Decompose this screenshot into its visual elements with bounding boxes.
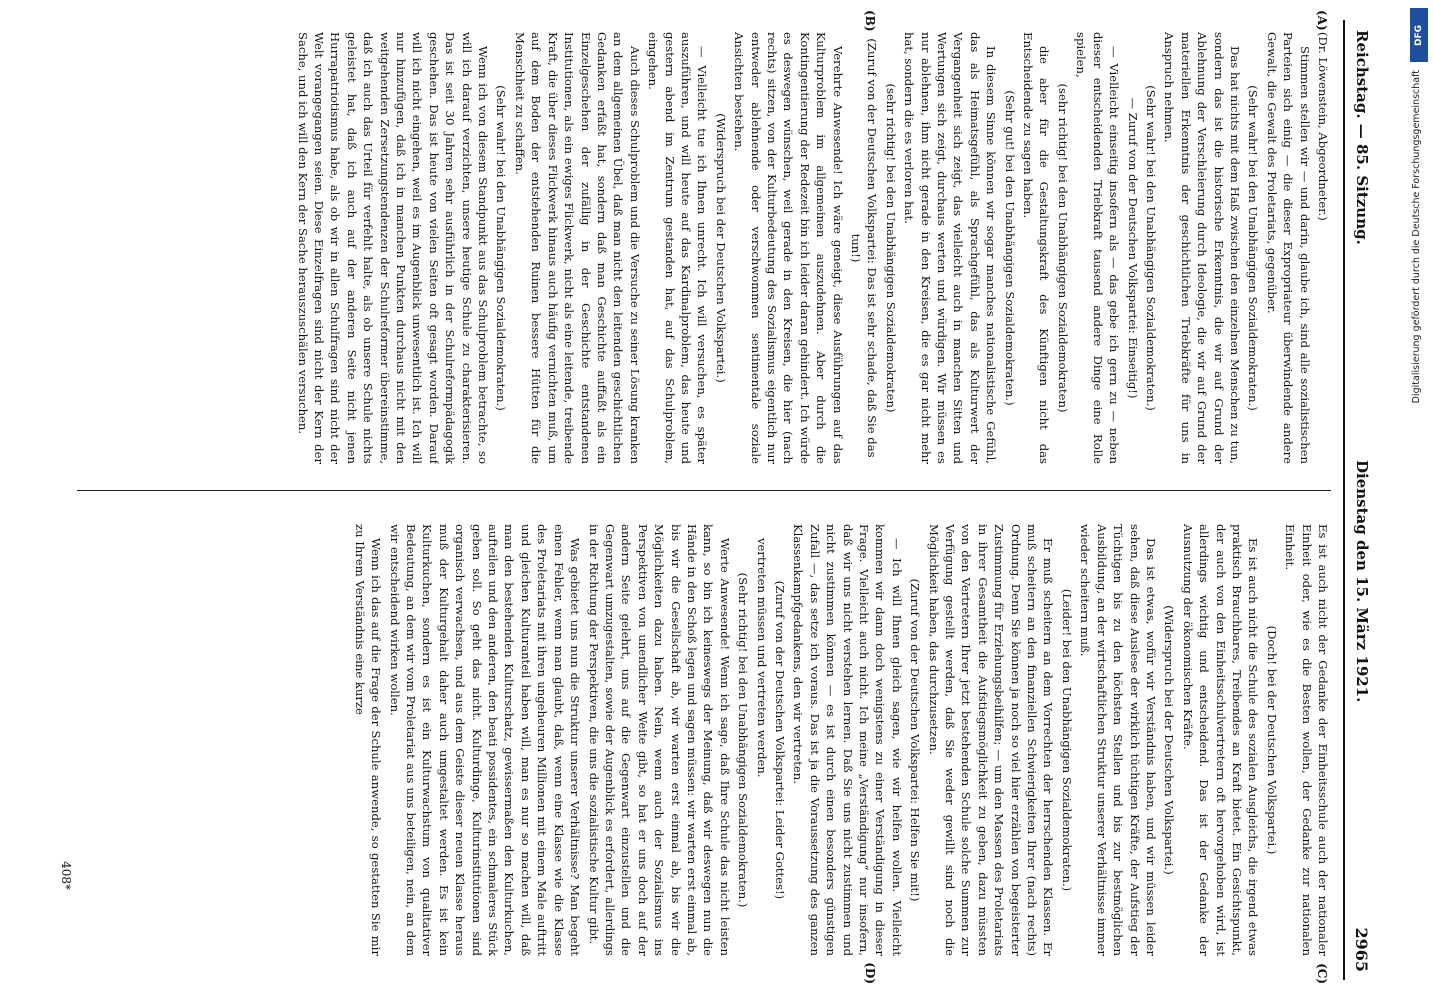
page-footer-signature: 408* [59,861,73,890]
column1-paragraph: die aber für die Gestaltungskraft des Künftigen nicht das Entscheidende zu sagen haben. [1021,32,1052,464]
column-left [67,32,1331,464]
column1-paragraph: Auch dieses Schulproblem und die Versuche zu seiner Lösung kranken an dem allgemeinen Übel, daß man nicht den leitenden geschichtlichen Gedanken erfaßt hat, sondern daß man Geschichte auffaßt als ein Einzelgeschehen der zufällig in der Geschichte entstandenen Institutionen, als ein ewiges Flickwerk, nicht als eine leitende, treibende Kraft, die über dieses Flickwerk hinaus auch häufig vernichten muß, um auf dem Boden der entstehenden Ruinen bessere Hütten für die Menschheit zu schaffen. [512,32,642,464]
column1-paragraph: (Dr. Löwenstein, Abgeordneter.) [1316,32,1330,221]
column1-paragraph: (Sehr gut! bei den Unabhängigen Sozialdemokraten.) [1002,90,1017,406]
column2-paragraph: (Widerspruch bei der Deutschen Volkspartei.) [1162,605,1177,875]
column2-paragraph: Das ist etwas, wofür wir Verständnis haben, und wir müssen leider sehen, daß diese Auslese der wirklich tüchtigen Kräfte, der Aufstieg der Tüchtigen bis zu den höchsten Stellen und bis zur bestmöglichen Ausbildung, an der wirtschaftlichen Struktur unserer Verhältnisse immer wieder scheitern muß. [1078,524,1158,956]
header-session: Reichstag. — 85. Sitzung. [1353,30,1371,245]
column2-paragraph: Wenn ich das auf die Frage der Schule anwende, so gestatten Sie mir zu Ihrem Verständnis eine kurze [352,524,384,956]
column2-paragraph: (Zuruf von der Deutschen Volkspartei: Leider Gottes!) [773,580,787,900]
column1-paragraph: (Widerspruch bei der Deutschen Volkspartei.) [713,113,728,383]
column1-paragraph: Verehrte Anwesende! Ich wäre geneigt, diese Ausführungen auf das Kulturproblem im allgemeinen auszudehnen. Aber durch die Kontingentierung der Redezeit bin ich leider daran gehindert. Ich würde es deswegen wünschen, weil gerade in den Kreisen, die hier (nach rechts) sitzen, von der Kulturbedeutung des Sozialismus eigentlich nur entweder ablehnende oder verschwommen sentimentale soziale Ansichten bestehen. [732,32,845,464]
column2-paragraph: (Leider! bei den Unabhängigen Sozialdemokraten.) [1059,588,1074,892]
dfg-sidebar [1408,8,1430,998]
column2-paragraph: vertreten müssen und vertreten werden. [754,538,769,778]
column2-paragraph: Er muß scheitern an dem Vorrechten der herrschenden Klassen. Er muß scheitern an den finanziellen Schwierigkeiten Ihrer (nach rechts) Ordnung. Denn Sie können ja noch so viel hier erzählen von begeisterter Zustimmung für Erziehungsbeihilfen; — um den Massen des Proletariats in ihrer Gesamtheit die Aufstiegsmöglichkeit zu geben, dazu müssten von den Vertretern Ihrer jetzt bestehenden Schule solche Summen zur Verfügung gestellt werden, daß Sie weder gewillt sind noch die Möglichkeit haben, das durchzusetzen. [926,524,1056,956]
column1-paragraph: Das hat nichts mit dem Haß zwischen den einzelnen Menschen zu tun, sondern das ist die historische Erkenntnis, die wir auf Grund der Ablehnung der Verschleierung durch Ideologie, die wir auf Grund der materiellen Erkenntnis der geschichtlichen Triebkräfte für uns in Anspruch nehmen. [1162,32,1242,464]
column2-paragraph: Es ist auch nicht der Gedanke der Einheitsschule auch der nationaler Einheit oder, wie es die Besten wollen, der Gedanke zur nationalen Einheit. [1283,524,1330,956]
column2-paragraph: Werte Anwesende! Wenn ich sage, daß Ihre Schule das nicht leisten kann, so bin ich keineswegs der Meinung, daß wir deswegen nun die Hände in den Schoß legen und sagen müssen: wir warten erst einmal ab, bis wir die Gesellschaft ab, wir warten erst einmal ab, bis wir die Möglichkeiten dazu haben. Nein, wenn auch der Sozialismus ins Perspektiven von unendlicher Weite gibt, so hat er uns doch auf der andern Seite gelehrt, uns auf die Gegenwart einzustellen und die Gegenwart umzugestalten, sowie der Augenblick es erfordert, allerdings in der Richtung der Perspektiven, die uns die sozialistische Kultur gibt. [586,524,732,956]
column2-paragraph: Es ist auch nicht die Schule des sozialen Ausgleichs, die irgend etwas praktisch Brauchbares, Treibendes an Kraft bietet. Ein Gesichtspunkt, der auch von den Einheitsschulvertretern oft hervorgehoben wird, ist allerdings wichtig und entscheidend. Das ist der Gedanke der Ausnutzung der ökonomischen Kräfte. [1180,524,1261,956]
margin-marker-b: (B) [863,10,877,32]
column1-paragraph: — Vielleicht tue ich Ihnen unrecht. Ich will versuchen, es später auszuführen, und will heute auf das Kardinalproblem, das heute und gestern abend im Zentrum gestanden hat, auf das Schulproblem, eingehen. [646,32,710,464]
margin-marker-c: (C) [1315,963,1329,984]
column1-paragraph: (Sehr wahr! bei den Unabhängigen Sozialdemokraten.) [1246,85,1261,411]
column-divider [77,490,1331,491]
page-header [1343,20,1375,980]
column2-paragraph: Was gebietet uns nun die Struktur unserer Verhältnisse? Man begeht einen Fehler, wenn man glaubt, daß, wenn eine Klasse wie die Klasse des Proletariats mit ihren ungeheuren Millionen mit einem Male auftritt und gleichen Kulturanteil haben will, man es nur so machen will, daß man den bestehenden Kulturschatz, gewissermaßen den Kulturkuchen, aufteilen und den anderen, den beati possidentes, ein schmaleres Stück geben soll. So geht das nicht. Kulturdinge, Kulturinstitutionen sind organisch verwachsen, und aus dem Geiste dieser neuen Klasse heraus muß der Kulturgehalt daher auch umgestaltet werden. Es ist kein Kulturkuchen, sondern es ist ein Kulturwachstum von qualitativer Bedeutung, an dem wir vom Proletariat aus uns beteiligen, nein, an dem wir entscheidend wirken wollen. [387,524,583,956]
column-right [67,524,1331,956]
header-date: Dienstag den 15. März 1921. [1353,460,1371,703]
column1-paragraph: Stimmen stellen wir — und darin, glaube ich, sind alle sozialistischen Parteien sich einig — die dieser Expropriateur überwindende andere Gewalt, die Gewalt des Proletariats, gegenüber. [1264,32,1312,464]
column2-paragraph: — Ich will Ihnen gleich sagen, wie wir helfen wollen. Vielleicht kommen wir dann doch wenigstens zu einer Verständigung in dieser Frage. Vielleicht auch nicht. Ich meine „Verständigung“ nur insofern, daß wir uns nicht verstehen lernen. Daß Sie uns nicht zustimmen und nicht zustimmen können — es ist durch einen besonders günstigen Zufall —, das setze ich voraus. Das ist ja die Voraussetzung des ganzen Klassenkampfgedankens, den wir vertreten. [791,524,904,956]
margin-marker-d: (D) [863,962,877,984]
column1-paragraph: — Vielleicht einseitig insofern als — das gebe ich gern zu — neben dieser entscheidenden Triebkraft tausend andere Dinge eine Rolle spielen, [1074,32,1122,464]
column1-paragraph: — Zuruf von der Deutschen Volkspartei: Einseitig!) [1125,97,1140,399]
column1-paragraph: (sehr richtig! bei den Unabhängigen Sozialdemokraten) [1055,83,1070,413]
dfg-logo: DFG [1410,8,1428,62]
column2-paragraph: (Sehr richtig! bei den Unabhängigen Sozialdemokraten.) [736,572,751,908]
page-number: 2965 [1352,927,1371,972]
column1-paragraph: (Sehr wahr! bei den Unabhängigen Sozialdemokraten.) [494,85,509,411]
column2-paragraph: (Doch! bei der Deutschen Volkspartei.) [1264,625,1279,855]
column2-paragraph: (Zuruf von der Deutschen Volkspartei: Helfen Sie mit!) [908,578,923,902]
column1-paragraph: (Sehr wahr! bei den Unabhängigen Sozialdemokraten.) [1143,85,1158,411]
column1-paragraph: (Zuruf von der Deutschen Volkspartei: Das ist sehr schade, daß Sie das tun!) [849,38,880,458]
rotated-newspaper-page [37,10,1397,984]
column1-paragraph: (sehr richtig! bei den Unabhängigen Sozialdemokraten) [883,83,898,413]
margin-marker-a: (A) [1315,10,1329,31]
column1-paragraph: Wenn ich von diesem Standpunkt aus das Schulproblem betrachte, so will ich darauf verzichten, unsere heutige Schule zu charakterisieren. Das ist seit 30 Jahren sehr ausführlich in der Schulreformpädagogik geschehen. Das ist heute von vielen Seiten oft gesagt worden. Darauf will ich nicht eingehen, weil es im Augenblick unwesentlich ist. Ich will nur hinzufügen, daß ich in manchen Punkten durchaus nicht mit den weitgehenden Zersetzungstendenzen der Schulreformer übereinstimme, daß ich auch das Urteil für verfehlt halte, als ob unsere Schule nichts geleistet hat, daß ich auch auf der anderen Seite nicht jenen Hurrapatriotismus habe, als ob wir in allen Schulfragen sind nicht der Welt vorangegangen seien. Diese Einzelfragen sind nicht der Kern der Sache, und ich will den Kern der Sache herauszuschälen versuchen. [295,32,491,464]
column1-paragraph: In diesem Sinne können wir sogar manches nationalistische Gefühl, das als Heimatsgefühl, als Sprachgefühl, das als Kulturwert der Vergangenheit sich zeigt, das vielleicht auch in manchen Sitten und Wertungen sich zeigt, durchaus werten und würdigen. Wir müssen es nur ablehnen, ihm nicht gerade in den Kreisen, die es gar nicht mehr hat, sondern die es verloren hat. [902,32,999,464]
dfg-notice: Digitalisierung gefördert durch die Deutsche Forschungsgemeinschaft [1411,70,1422,404]
